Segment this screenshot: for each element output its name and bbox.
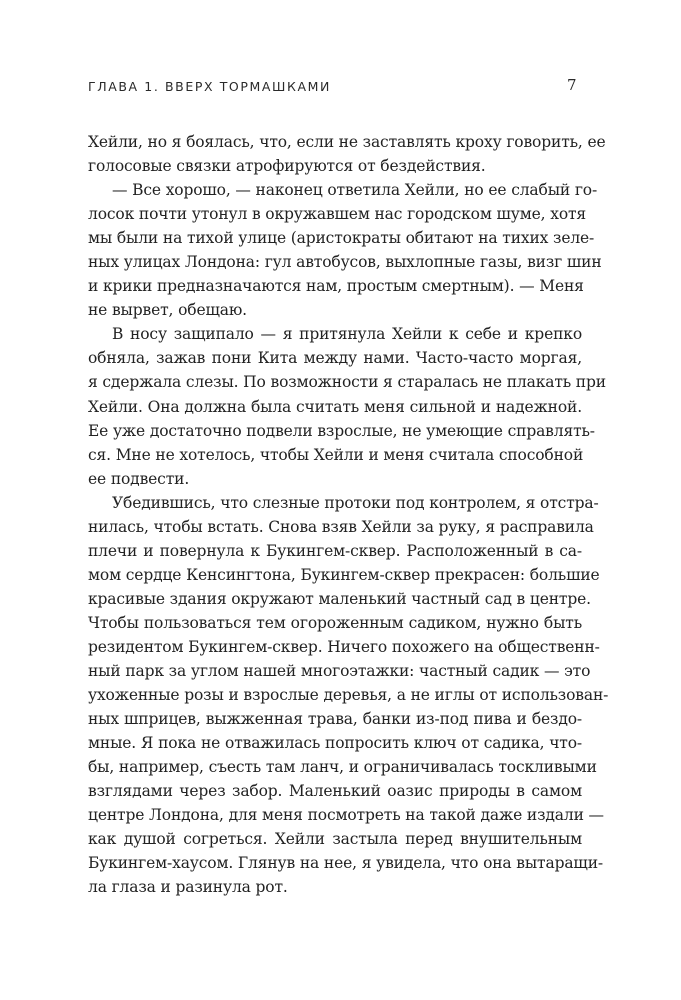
text-line: не вырвет, обещаю.: [88, 301, 247, 320]
text-line: центре Лондона, для меня посмотреть на такой даже издали —: [88, 806, 604, 825]
text-line: плечи и повернула к Букингем-сквер. Расположенный в са-: [88, 541, 582, 560]
text-line: ный парк за углом нашей многоэтажки: частный садик — это: [88, 662, 591, 681]
text-line: Букингем-хаусом. Глянув на нее, я увидела, что она вытаращи-: [88, 854, 603, 873]
text-line: В носу защипало — я притянула Хейли к себе и крепко: [112, 325, 582, 344]
text-line: как душой согреться. Хейли застыла перед внушительным: [88, 830, 582, 849]
body-text: [88, 130, 609, 900]
text-line: Ее уже достаточно подвели взрослые, не умеющие справлять-: [88, 421, 595, 440]
text-line: мом сердце Кенсингтона, Букингем-сквер прекрасен: большие: [88, 565, 600, 584]
text-line: обняла, зажав пони Кита между нами. Часто-часто моргая,: [88, 349, 582, 368]
text-line: ухоженные розы и взрослые деревья, а не иглы от использован-: [88, 686, 609, 705]
text-line: Убедившись, что слезные протоки под контролем, я отстра-: [112, 493, 599, 512]
text-line: бы, например, съесть там ланч, и ограничивалась тоскливыми: [88, 758, 597, 777]
text-line: ла глаза и разинула рот.: [88, 878, 288, 897]
text-line: ных улицах Лондона: гул автобусов, выхлопные газы, визг шин: [88, 253, 602, 272]
text-line: и крики предназначаются нам, простым смертным). — Меня: [88, 277, 584, 296]
text-line: взглядами через забор. Маленький оазис природы в самом: [88, 782, 582, 801]
text-line: мы были на тихой улице (аристократы обитают на тихих зеле-: [88, 229, 595, 248]
running-head: ГЛАВА 1. ВВЕРХ ТОРМАШКАМИ: [88, 79, 331, 94]
text-line: Чтобы пользоваться тем огороженным садиком, нужно быть: [88, 613, 582, 632]
text-line: Хейли, но я боялась, что, если не заставлять кроху говорить, ее: [88, 133, 606, 151]
text-line: я сдержала слезы. По возможности я старалась не плакать при: [88, 373, 606, 392]
text-line: нилась, чтобы встать. Снова взяв Хейли за руку, я расправила: [88, 517, 594, 536]
text-line: мные. Я пока не отважилась попросить ключ от садика, что-: [88, 734, 582, 753]
text-line: ее подвести.: [88, 469, 190, 488]
text-line: ся. Мне не хотелось, чтобы Хейли и меня считала способной: [88, 445, 584, 464]
page-number: 7: [567, 76, 577, 94]
text-line: лосок почти утонул в окружавшем нас городском шуме, хотя: [88, 205, 587, 224]
text-line: резидентом Букингем-сквер. Ничего похожего на общественн-: [88, 637, 600, 656]
text-line: ных шприцев, выжженная трава, банки из-под пива и бездо-: [88, 710, 582, 729]
text-line: красивые здания окружают маленький частный сад в центре.: [88, 589, 591, 608]
text-line: Хейли. Она должна была считать меня сильной и надежной.: [88, 397, 582, 416]
text-line: — Все хорошо, — наконец ответила Хейли, но ее слабый го-: [112, 181, 598, 200]
text-line: голосовые связки атрофируются от бездействия.: [88, 157, 486, 176]
